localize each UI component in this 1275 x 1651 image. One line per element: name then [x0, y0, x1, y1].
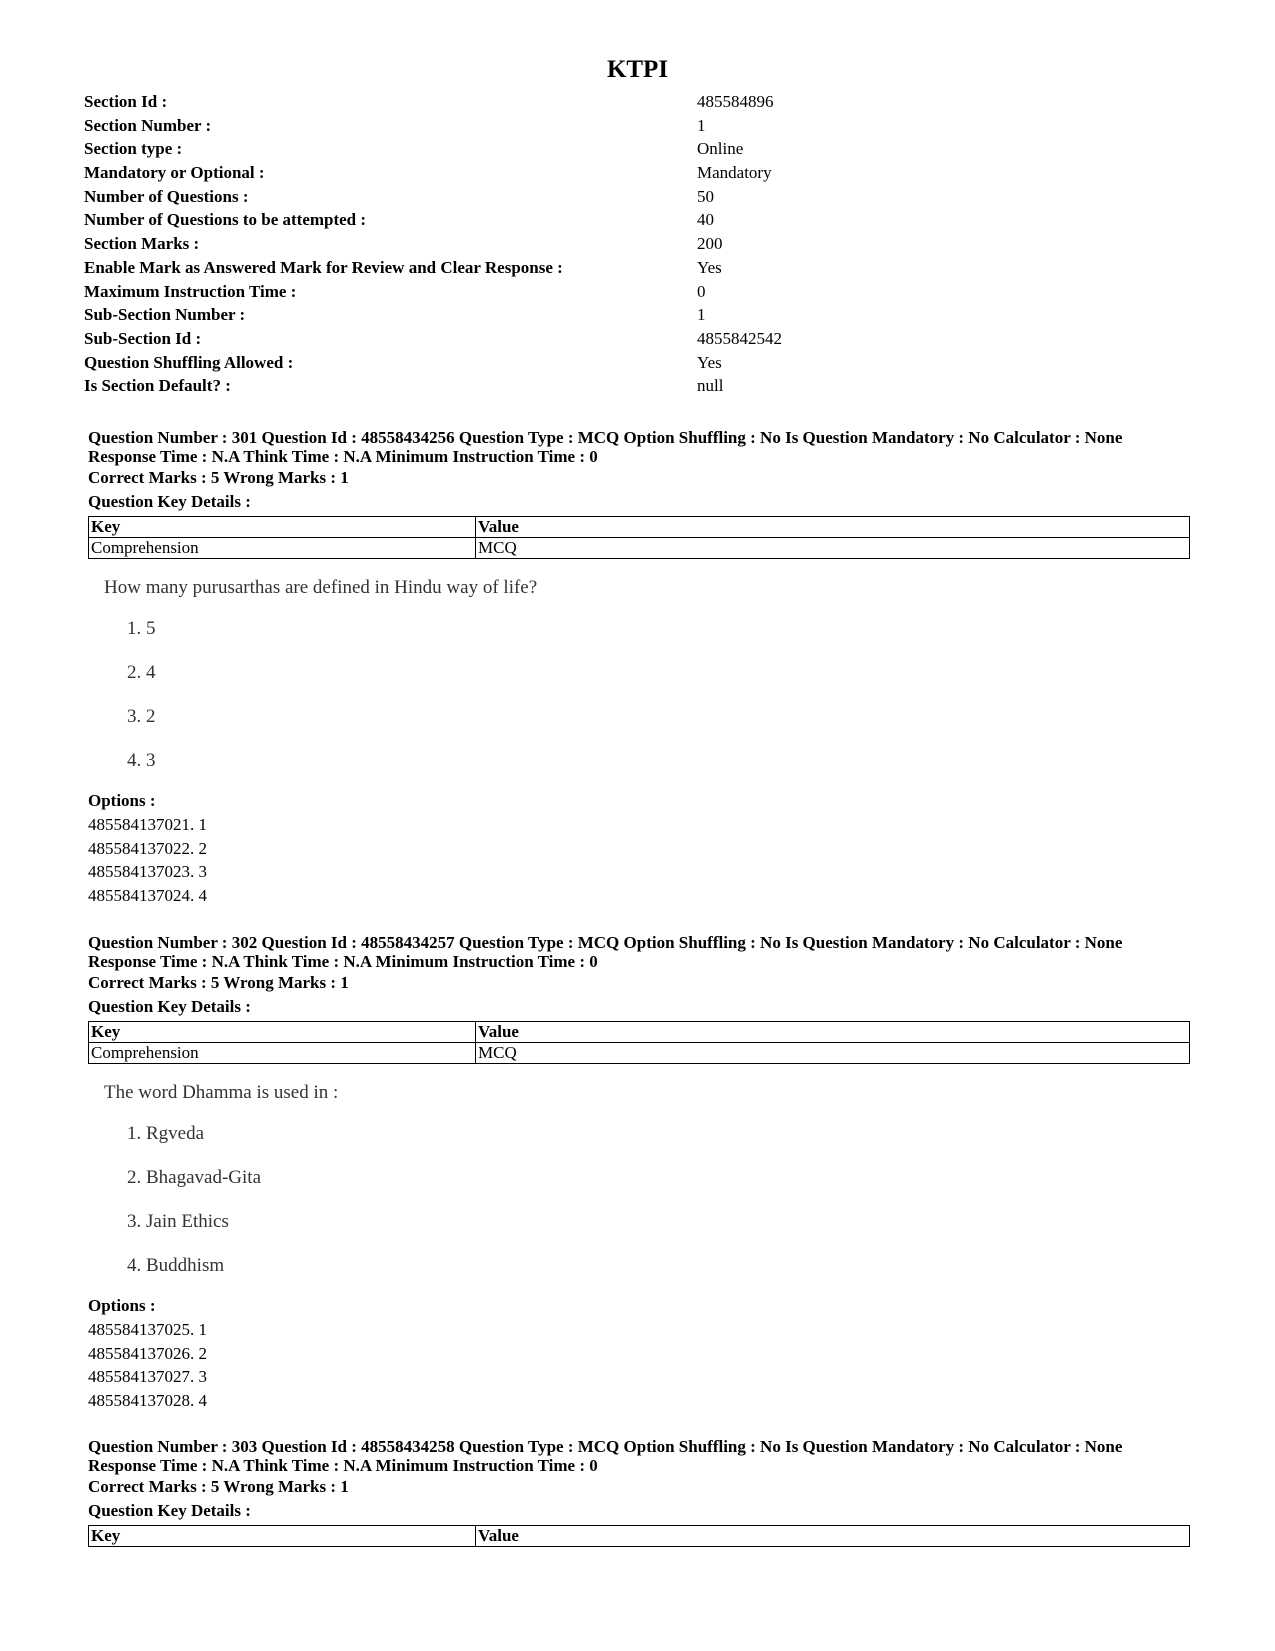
section-value: Online — [697, 139, 744, 159]
section-key: Section type : — [84, 139, 183, 159]
question-timing: Response Time : N.A Think Time : N.A Minimum Instruction Time : 0 — [88, 1456, 598, 1475]
section-value: null — [697, 376, 724, 396]
section-value: 200 — [697, 234, 723, 254]
page-title: KTPI — [606, 56, 669, 83]
option-id: 485584137027. 3 — [88, 1367, 207, 1387]
section-value: 50 — [697, 186, 714, 206]
question-block — [88, 1437, 1188, 1547]
key-details-table — [88, 1525, 1190, 1547]
question-timing: Response Time : N.A Think Time : N.A Minimum Instruction Time : 0 — [88, 447, 598, 466]
answer-choice: 2. 4 — [127, 662, 156, 683]
option-id: 485584137028. 4 — [88, 1391, 207, 1411]
question-text: How many purusarthas are defined in Hindu way of life? — [104, 577, 538, 598]
option-id: 485584137022. 2 — [88, 838, 207, 858]
section-key: Section Id : — [84, 92, 168, 111]
section-row — [84, 90, 1184, 114]
answer-choice: 3. 2 — [127, 706, 156, 727]
section-key: Is Section Default? : — [84, 376, 231, 396]
section-value: 1 — [697, 305, 706, 325]
answer-choice: 2. Bhagavad-Gita — [127, 1167, 262, 1188]
question-header: Question Number : 301 Question Id : 48558434256 Question Type : MCQ Option Shuffling : No Is Question Mandatory : No Calculator : None — [88, 428, 1123, 447]
section-key: Number of Questions : — [84, 186, 249, 206]
section-key: Sub-Section Id : — [84, 328, 202, 348]
section-row — [84, 161, 1184, 185]
question-marks: Correct Marks : 5 Wrong Marks : 1 — [88, 1477, 349, 1496]
table-header-row — [89, 1022, 1190, 1043]
section-value: 485584896 — [697, 92, 774, 111]
table-header-row — [89, 1526, 1190, 1547]
option-id: 485584137025. 1 — [88, 1320, 207, 1339]
table-cell-key: Comprehension — [89, 538, 476, 559]
question-timing: Response Time : N.A Think Time : N.A Minimum Instruction Time : 0 — [88, 952, 598, 971]
table-header-key: Key — [89, 1526, 476, 1547]
section-row — [84, 351, 1184, 375]
answer-choice: 4. Buddhism — [127, 1255, 225, 1276]
answer-choice: 1. 5 — [127, 618, 156, 639]
section-row — [84, 232, 1184, 256]
question-header: Question Number : 303 Question Id : 48558434258 Question Type : MCQ Option Shuffling : No Is Question Mandatory : No Calculator : None — [88, 1437, 1123, 1456]
section-details — [84, 90, 1184, 398]
section-row — [84, 256, 1184, 280]
question-marks: Correct Marks : 5 Wrong Marks : 1 — [88, 468, 349, 487]
option-id: 485584137026. 2 — [88, 1343, 207, 1363]
question-header: Question Number : 302 Question Id : 48558434257 Question Type : MCQ Option Shuffling : No Is Question Mandatory : No Calculator : None — [88, 933, 1123, 952]
section-row — [84, 137, 1184, 161]
answer-choice: 3. Jain Ethics — [127, 1211, 229, 1232]
question-text: The word Dhamma is used in : — [104, 1082, 339, 1103]
option-id: 485584137024. 4 — [88, 886, 207, 906]
section-key: Mandatory or Optional : — [84, 163, 265, 183]
section-value: 1 — [697, 115, 706, 135]
section-row — [84, 208, 1184, 232]
table-header-key: Key — [89, 517, 476, 538]
question-block — [88, 933, 1188, 1413]
section-row — [84, 114, 1184, 138]
table-cell-value: MCQ — [476, 1043, 1190, 1064]
section-value: 40 — [697, 210, 714, 230]
section-value: 4855842542 — [697, 328, 782, 348]
table-header-key: Key — [89, 1022, 476, 1043]
question-block — [88, 428, 1188, 908]
key-details-label: Question Key Details : — [88, 997, 251, 1016]
section-key: Section Marks : — [84, 234, 200, 254]
section-row — [84, 185, 1184, 209]
key-details-table — [88, 1021, 1190, 1064]
options-label: Options : — [88, 1296, 156, 1315]
option-id: 485584137021. 1 — [88, 815, 207, 834]
key-details-label: Question Key Details : — [88, 1501, 251, 1520]
section-value: Mandatory — [697, 163, 772, 183]
section-value: Yes — [697, 352, 722, 372]
table-row — [89, 1043, 1190, 1064]
option-id: 485584137023. 3 — [88, 862, 207, 882]
options-label: Options : — [88, 791, 156, 810]
table-header-row — [89, 517, 1190, 538]
section-key: Sub-Section Number : — [84, 305, 246, 325]
section-key: Maximum Instruction Time : — [84, 281, 297, 301]
section-value: Yes — [697, 257, 722, 277]
answer-choice: 4. 3 — [127, 750, 156, 771]
answer-choice: 1. Rgveda — [127, 1123, 205, 1144]
table-cell-key: Comprehension — [89, 1043, 476, 1064]
section-value: 0 — [697, 281, 706, 301]
table-row — [89, 538, 1190, 559]
section-row — [84, 280, 1184, 304]
section-key: Question Shuffling Allowed : — [84, 352, 294, 372]
section-key: Section Number : — [84, 115, 212, 135]
table-header-value: Value — [476, 1526, 1190, 1547]
key-details-label: Question Key Details : — [88, 492, 251, 511]
section-row — [84, 374, 1184, 398]
question-marks: Correct Marks : 5 Wrong Marks : 1 — [88, 973, 349, 992]
key-details-table — [88, 516, 1190, 559]
section-key: Number of Questions to be attempted : — [84, 210, 367, 230]
table-cell-value: MCQ — [476, 538, 1190, 559]
section-row — [84, 303, 1184, 327]
section-row — [84, 327, 1184, 351]
table-header-value: Value — [476, 1022, 1190, 1043]
section-key: Enable Mark as Answered Mark for Review and Clear Response : — [84, 257, 563, 277]
table-header-value: Value — [476, 517, 1190, 538]
